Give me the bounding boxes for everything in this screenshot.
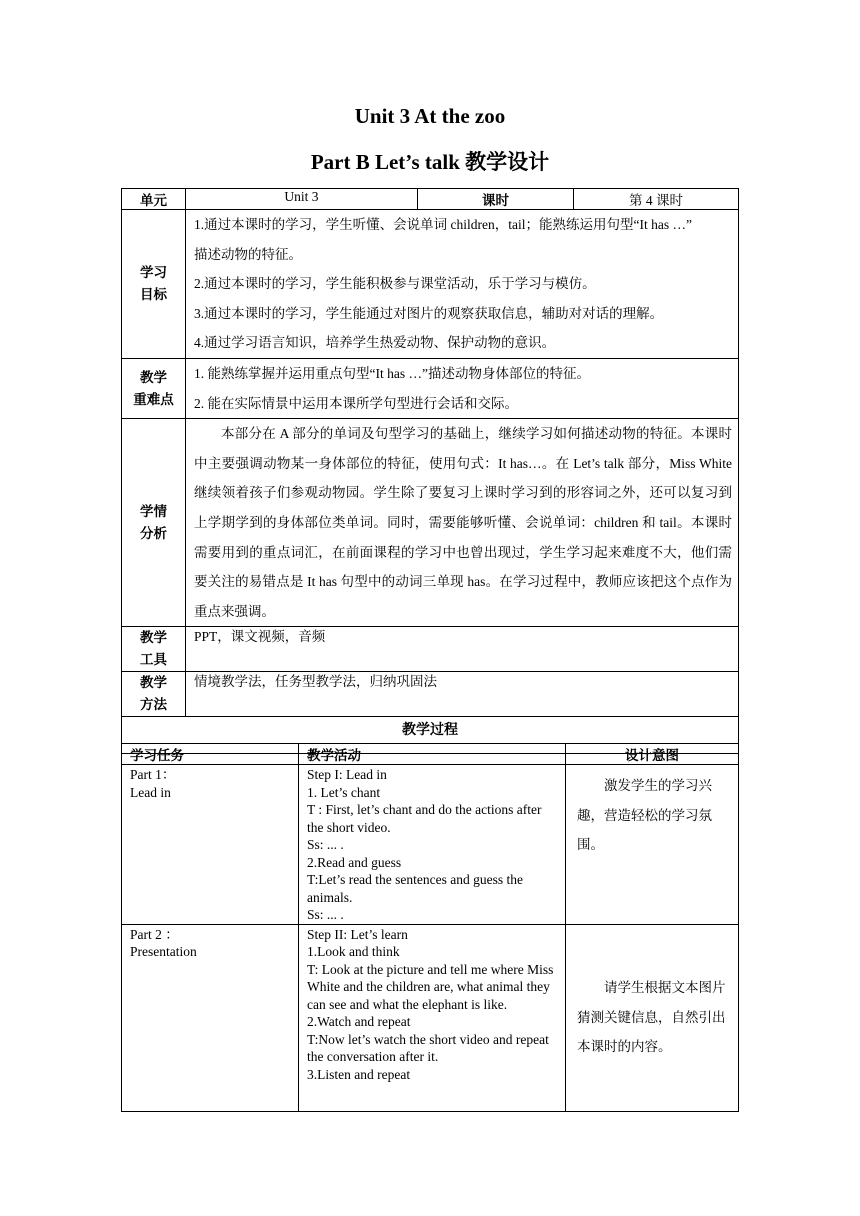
objective-line: 2.通过本课时的学习，学生能积极参与课堂活动，乐于学习与模仿。 xyxy=(194,276,596,292)
key-point-line: 2. 能在实际情景中运用本课所学句型进行会话和交际。 xyxy=(194,395,518,411)
intent-cell: 激发学生的学习兴趣，营造轻松的学习氛围。 xyxy=(566,765,739,925)
lesson-info-table xyxy=(121,188,739,754)
activity-line: 1.Look and think xyxy=(307,944,400,959)
activity-cell xyxy=(299,924,566,1111)
objective-line: 1.通过本课时的学习，学生听懂、会说单词 children，tail；能熟练运用句型“It has …” xyxy=(194,217,692,232)
objectives-content xyxy=(186,210,739,359)
process-header-row xyxy=(122,744,739,765)
unit-label: 单元 xyxy=(122,189,186,210)
activity-line: Step II: Let’s learn xyxy=(307,926,408,942)
objective-line: 4.通过学习语言知识，培养学生热爱动物、保护动物的意识。 xyxy=(194,335,556,351)
activity-line: T:Now let’s watch the short video and repeat the conversation after it. xyxy=(307,1031,549,1064)
task-cell: Part 2 ： Presentation xyxy=(122,924,299,1111)
process-row xyxy=(122,924,739,1111)
key-point-line: 1. 能熟练掌握并运用重点句型“It has …”描述动物身体部位的特征。 xyxy=(194,365,590,381)
process-title: 教学过程 xyxy=(122,717,739,754)
process-row xyxy=(122,765,739,925)
unit-value: Unit 3 xyxy=(186,189,418,210)
col-intent-header: 设计意图 xyxy=(566,744,739,765)
period-value: 第 4 课时 xyxy=(574,189,739,210)
activity-line: Ss: ... . xyxy=(307,907,344,922)
activity-cell xyxy=(299,765,566,925)
activity-line: T : First, let’s chant and do the actions after the short video. xyxy=(307,802,542,835)
key-points-content xyxy=(186,358,739,418)
activity-line: 2.Watch and repeat xyxy=(307,1014,411,1029)
activity-line: T: Look at the picture and tell me where Miss White and the children are, what animal they can see and what the elephant is like. xyxy=(307,961,554,1012)
period-label: 课时 xyxy=(418,189,574,210)
activity-line: 2.Read and guess xyxy=(307,854,402,870)
activity-line: Ss: ... . xyxy=(307,837,344,852)
col-activity-header: 教学活动 xyxy=(299,744,566,765)
document-subtitle: Part B Let’s talk 教学设计 xyxy=(310,150,550,174)
activity-line: 3.Listen and repeat xyxy=(307,1066,411,1082)
unit-row xyxy=(122,189,739,210)
tools-content: PPT，课文视频，音频 xyxy=(186,627,739,672)
tools-row xyxy=(122,627,739,672)
key-points-row xyxy=(122,358,739,418)
objective-line: 3.通过本课时的学习，学生能通过对图片的观察获取信息，辅助对对话的理解。 xyxy=(194,305,664,321)
methods-row xyxy=(122,672,739,717)
analysis-content xyxy=(186,419,739,627)
analysis-row xyxy=(122,419,739,627)
methods-label: 教学 方法 xyxy=(122,672,186,717)
analysis-label: 学情 分析 xyxy=(122,419,186,627)
activity-line: Step I: Lead in xyxy=(307,767,387,782)
activity-line: T:Let’s read the sentences and guess the animals. xyxy=(307,872,523,905)
col-task-header: 学习任务 xyxy=(122,744,299,765)
methods-content: 情境教学法，任务型教学法，归纳巩固法 xyxy=(186,672,739,717)
intent-cell: 请学生根据文本图片猜测关键信息，自然引出本课时的内容。 xyxy=(566,924,739,1111)
process-table xyxy=(121,743,739,1112)
key-points-label: 教学 重难点 xyxy=(122,358,186,418)
tools-label: 教学 工具 xyxy=(122,627,186,672)
objective-line: 描述动物的特征。 xyxy=(194,246,302,262)
task-cell: Part 1： Lead in xyxy=(122,765,299,925)
document-title: Unit 3 At the zoo xyxy=(354,104,506,128)
analysis-text: 本部分在 A 部分的单词及句型学习的基础上，继续学习如何描述动物的特征。本课时中主要强调动物某一身体部位的特征，使用句式：It has…。在 Let’s talk 部分，Miss White 继续领着孩子们参观动物园。学生除了要复习上课时学习到的形容词之外，还可以复习到上学期学到的身体部位类单词。同时，需要能够听懂、会说单词：children 和 tail。本课时需要用到的重点词汇，在前面课程的学习中也曾出现过，学生学习起来难度不大，他们需要关注的易错点是 It has 句型中的动词三单现 has。在学习过程中，教师应该把这个点作为重点来强调。 xyxy=(194,426,732,619)
objectives-label: 学习 目标 xyxy=(122,210,186,359)
activity-line: 1. Let’s chant xyxy=(307,784,381,800)
objectives-row xyxy=(122,210,739,359)
